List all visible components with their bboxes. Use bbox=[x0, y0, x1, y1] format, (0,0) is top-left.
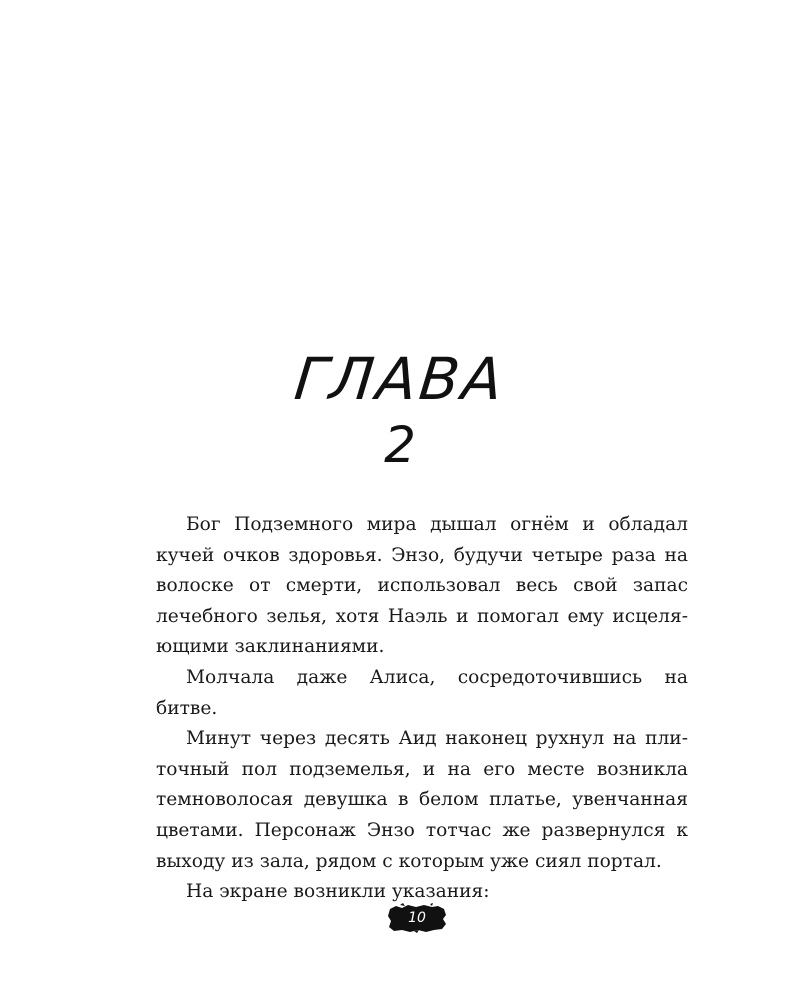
page-number: 10 bbox=[408, 910, 426, 926]
chapter-body bbox=[156, 510, 688, 908]
paragraph: Молчала даже Алиса, сосредоточившись на битве. bbox=[156, 666, 688, 719]
page-number-badge bbox=[386, 903, 448, 933]
paragraph: На экране возникли указания: bbox=[186, 881, 490, 903]
chapter-number: 2 bbox=[384, 416, 416, 474]
chapter-heading: ГЛАВА bbox=[291, 345, 509, 413]
paragraph: Бог Подземного мира дышал огнём и обладал кучей очков здоровья. Энзо, будучи четыре раза на волоске от смерти, использовал весь свой запас лечебного зелья, хотя Наэль и помогал ему исцеляющими заклинаниями. bbox=[156, 514, 688, 658]
paragraph: Минут через десять Аид наконец рухнул на плиточный пол подземелья, и на его месте возникла темноволосая девушка в белом платье, увенчанная цветами. Персонаж Энзо тотчас же развернулся к выходу из зала, рядом с которым уже сиял портал. bbox=[156, 728, 688, 872]
